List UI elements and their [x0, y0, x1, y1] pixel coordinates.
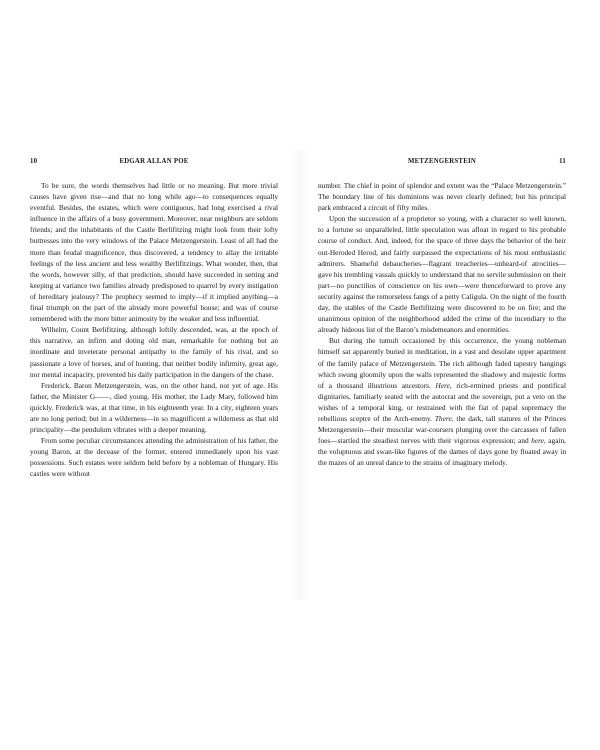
italic-text: There, — [434, 413, 454, 423]
right-page-header — [318, 158, 566, 170]
text-run: rich-ermined priests and pontifical dignitaries, familiarly seated with the autocrat and the sovereign, put a veto on the wishes of a temporal king, or restrained with the fiat of papal supremacy the rebellious sceptre of the Arch-enemy. — [318, 380, 566, 423]
paragraph: Wilhelm, Count Berlifitzing, although loftily descended, was, at the epoch of this narrative, an infirm and doting old man, remarkable for nothing but an inordinate and inveterate personal antipathy to the family of his rival, and so passionate a love of horses, and of hunting, that neither bodily infirmity, great age, nor mental incapacity, prevented his daily participation in the dangers of the chase. — [30, 325, 278, 379]
page-number: 11 — [559, 158, 566, 165]
text-run: the dark, tall statures of the Princes Metzengerstein—their muscular war-coursers plunging over the carcasses of fallen foes—startled the steadiest nerves with their vigorous expression; and — [318, 413, 566, 446]
running-head: METZENGERSTEIN — [407, 158, 477, 165]
left-page-header — [30, 158, 278, 170]
running-head: EDGAR ALLAN POE — [119, 158, 189, 165]
paragraph: From some peculiar circumstances attending the administration of his father, the young Baron, at the decease of the former, entered immediately upon his vast possessions. Such estates were seldom held before by a nobleman of Hungary. His castles were without — [30, 436, 278, 479]
paragraph: To be sure, the words themselves had little or no meaning. But more trivial causes have given rise—and that no long while ago—to consequences equally eventful. Besides, the estates, which were contiguous, had long exercised a rival influence in the affairs of a busy government. Moreover, near neighbors are seldom friends; and the inhabitants of the Castle Berlifitzing might look from their lofty buttresses into the very windows of the Palace Metzengerstein. Least of all had the more than feudal magnificence, thus discovered, a tendency to allay the irritable feelings of the less ancient and less wealthy Berlifitzings. What wonder, then, that the words, however silly, of that prediction, should have succeeded in setting and keeping at variance two families already predisposed to quarrel by every instigation of hereditary jealousy? The prophecy seemed to imply—if it implied anything—a final triumph on the part of the already more powerful house; and was of course remembered with the more bitter animosity by the weaker and less influential. — [30, 181, 278, 324]
paragraph: number. The chief in point of splendor and extent was the “Palace Metzengerstein.” The boundary line of his dominions was never clearly defined; but his principal park embraced a circuit of fifty miles. — [318, 181, 566, 213]
page-gutter — [292, 150, 308, 600]
paragraph — [318, 335, 566, 468]
text-run: again, the voluptuous and swan-like figures of the dames of days gone by floated away in the mazes of an unreal dance to the strains of imaginary melody. — [318, 436, 567, 468]
paragraph: Frederick, Baron Metzengerstein, was, on the other hand, not yet of age. His father, the Minister G——, died young. His mother, the Lady Mary, followed him quickly. Frederick was, at that time, in his eighteenth year. In a city, eighteen years are no long period; but in a wilderness—in so magnificent a wilderness as that old principality—the pendulum vibrates with a deeper meaning. — [30, 380, 278, 435]
italic-text: Here, — [435, 380, 452, 390]
page-number: 10 — [30, 158, 38, 165]
left-page — [30, 158, 278, 480]
paragraph: Upon the succession of a proprietor so young, with a character so well known, to a fortune so unparalleled, little speculation was afloat in regard to his probable course of conduct. And, indeed, for the space of three days the behavior of the heir out-Heroded Herod, and fairly surpassed the expectations of his most enthusiastic admirers. Shameful debaucheries—flagrant treacheries—unheard-of atrocities—gave his trembling vassals quickly to understand that no servile submission on their part—no punctilios of conscience on his own—were thenceforward to prove any security against the remorseless fangs of a petty Caligula. On the night of the fourth day, the stables of the Castle Berlifitzing were discovered to be on fire; and the unanimous opinion of the neighborhood added the crime of the incendiary to the already hideous list of the Baron’s misdemeanors and enormities. — [318, 214, 566, 335]
italic-text: here, — [531, 436, 546, 446]
text-run: But during the tumult occasioned by this occurrence, the young nobleman himself sat apparently buried in meditation, in a vast and desolate upper apartment of the family palace of Metzengerstein. The rich although faded tapestry hangings which swung gloomily upon the walls represented the shadowy and majestic forms of a thousand illustrious ancestors. — [318, 336, 566, 390]
right-page — [318, 158, 566, 468]
right-page-body — [318, 180, 566, 468]
left-page-body — [30, 180, 278, 480]
